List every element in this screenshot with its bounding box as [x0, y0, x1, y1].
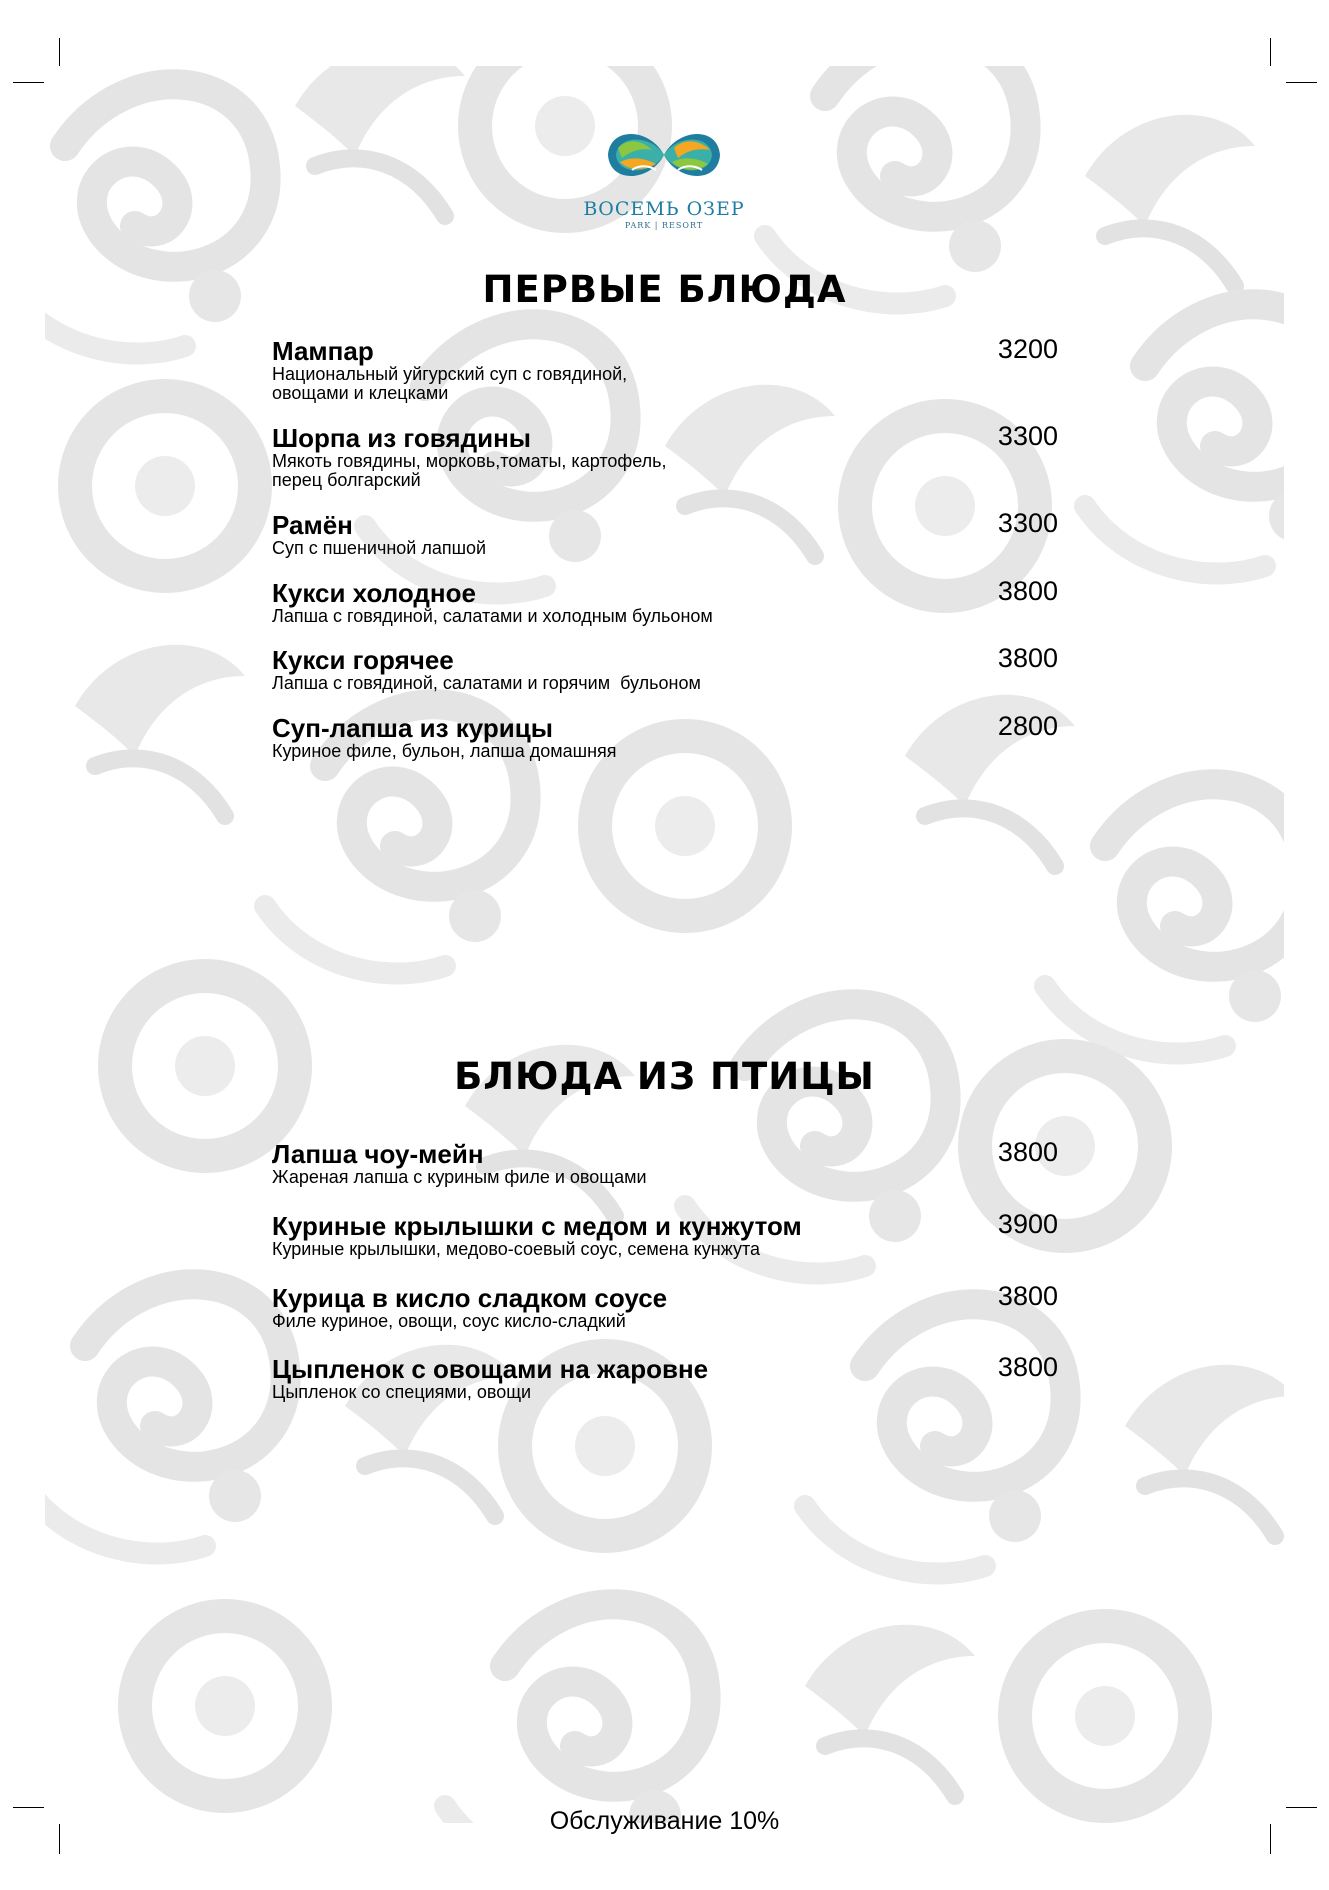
- menu-item-description: Филе куриное, овощи, соус кисло-сладкий: [272, 1311, 626, 1331]
- section-title-poultry: БЛЮДА ИЗ ПТИЦЫ: [454, 1055, 875, 1098]
- brand-subtitle: PARK | RESORT: [624, 221, 704, 230]
- menu-item-price: 3800: [997, 1137, 1058, 1167]
- menu-item: [272, 1281, 1062, 1331]
- menu-item: [272, 643, 1062, 693]
- menu-item-name: Рамён: [272, 510, 353, 540]
- crop-mark-top-left-h: [13, 82, 44, 83]
- brand-name: ВОСЕМЬ ОЗЕР: [583, 198, 745, 220]
- menu-item-name: Кукси горячее: [272, 645, 454, 675]
- crop-mark-top-right-v: [1270, 38, 1271, 68]
- menu-item-description: Мякоть говядины, морковь,томаты, картофель, перец болгарский: [272, 451, 667, 490]
- menu-item-name: Лапша чоу-мейн: [272, 1139, 484, 1169]
- menu-item-description: Суп с пшеничной лапшой: [272, 538, 487, 558]
- menu-item: [272, 421, 1062, 490]
- menu-item: [272, 711, 1062, 761]
- swirl-pattern-icon: [45, 66, 1284, 1823]
- menu-item-name: Курица в кисло сладком соусе: [272, 1283, 668, 1313]
- menu-item: [272, 334, 1062, 403]
- brand-logo: [564, 118, 764, 232]
- menu-item-description: Лапша с говядиной, салатами и горячим бульоном: [272, 673, 701, 693]
- menu-item-description: Цыпленок со специями, овощи: [272, 1382, 532, 1402]
- menu-item-name: Суп-лапша из курицы: [272, 713, 553, 743]
- menu-item-price: 3300: [997, 421, 1058, 451]
- crop-mark-top-left-v: [59, 38, 60, 68]
- menu-item-name: Цыпленок с овощами на жаровне: [272, 1354, 709, 1384]
- menu-item-price: 3900: [997, 1209, 1058, 1239]
- menu-item: [272, 576, 1062, 626]
- menu-item: [272, 1209, 1062, 1259]
- menu-item-price: 2800: [997, 711, 1058, 741]
- menu-item: [272, 1137, 1062, 1187]
- crop-mark-top-right-h: [1286, 82, 1317, 83]
- menu-item-description: Куриные крылышки, медово-соевый соус, семена кунжута: [272, 1239, 760, 1259]
- menu-item-description: Жареная лапша с куриным филе и овощами: [272, 1167, 647, 1187]
- menu-item-name: Куриные крылышки с медом и кунжутом: [272, 1211, 802, 1241]
- service-charge-note: Обслуживание 10%: [549, 1807, 780, 1835]
- menu-item-price: 3800: [997, 1352, 1058, 1382]
- section-title-first-courses: ПЕРВЫЕ БЛЮДА: [482, 268, 847, 311]
- ornamental-background: [45, 66, 1284, 1823]
- menu-item-price: 3200: [997, 334, 1058, 364]
- menu-item-description: Лапша с говядиной, салатами и холодным бульоном: [272, 606, 713, 626]
- menu-item-price: 3800: [997, 643, 1058, 673]
- menu-item-price: 3800: [997, 1281, 1058, 1311]
- menu-item-name: Кукси холодное: [272, 578, 476, 608]
- menu-item-description: Куриное филе, бульон, лапша домашняя: [272, 741, 617, 761]
- menu-item: [272, 1352, 1062, 1402]
- menu-item-name: Мампар: [272, 336, 374, 366]
- menu-item: [272, 508, 1062, 558]
- menu-item-name: Шорпа из говядины: [272, 423, 531, 453]
- menu-item-description: Национальный уйгурский суп с говядиной, овощами и клецками: [272, 364, 628, 403]
- infinity-lakes-logo-icon: [602, 118, 726, 192]
- menu-item-price: 3800: [997, 576, 1058, 606]
- menu-item-price: 3300: [997, 508, 1058, 538]
